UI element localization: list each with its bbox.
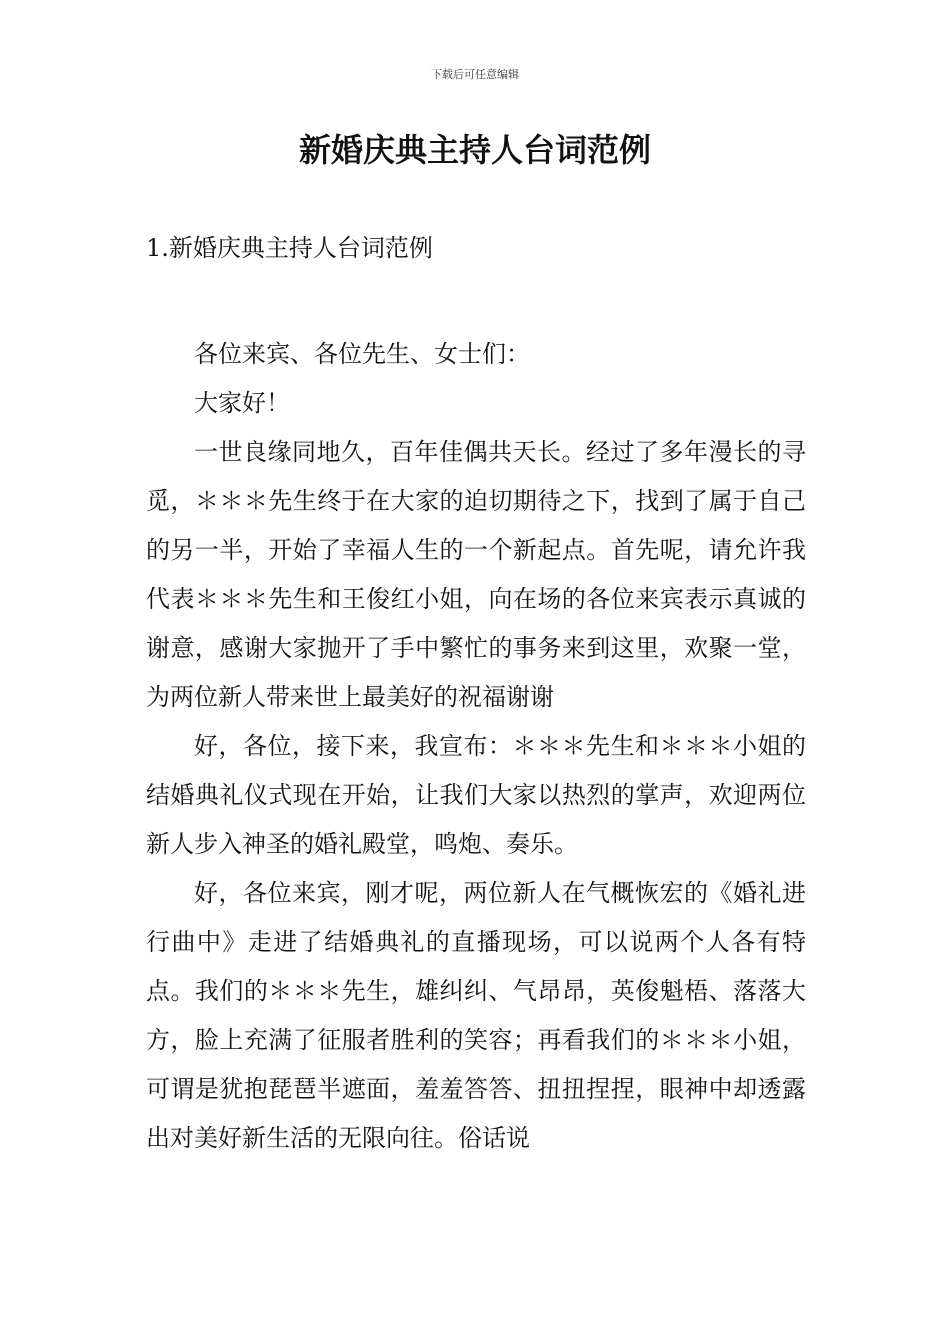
paragraph-opening: 一世良缘同地久，百年佳偶共天长。经过了多年漫长的寻觅，＊＊＊先生终于在大家的迫切期待之下，找到了属于自己的另一半，开始了幸福人生的一个新起点。首先呢，请允许我代表＊＊＊先生和王俊红小姐，向在场的各位来宾表示真诚的谢意，感谢大家抛开了手中繁忙的事务来到这里，欢聚一堂，为两位新人带来世上最美好的祝福谢谢 [146, 438, 806, 711]
section-heading: 1.新婚庆典主持人台词范例 [146, 234, 433, 262]
header-note: 下载后可任意编辑 [431, 68, 519, 81]
document-title: 新婚庆典主持人台词范例 [298, 131, 651, 169]
paragraph-hello: 大家好！ [194, 389, 290, 417]
paragraph-greeting: 各位来宾、各位先生、女士们： [194, 340, 530, 368]
document-body [146, 330, 806, 1163]
paragraph-announcement: 好，各位，接下来，我宣布：＊＊＊先生和＊＊＊小姐的结婚典礼仪式现在开始，让我们大家以热烈的掌声，欢迎两位新人步入神圣的婚礼殿堂，鸣炮、奏乐。 [146, 732, 806, 858]
paragraph-description: 好，各位来宾，刚才呢，两位新人在气概恢宏的《婚礼进行曲中》走进了结婚典礼的直播现场，可以说两个人各有特点。我们的＊＊＊先生，雄纠纠、气昂昂，英俊魁梧、落落大方，脸上充满了征服者胜利的笑容；再看我们的＊＊＊小姐，可谓是犹抱琵琶半遮面，羞羞答答、扭扭捏捏，眼神中却透露出对美好新生活的无限向往。俗话说 [146, 879, 806, 1152]
